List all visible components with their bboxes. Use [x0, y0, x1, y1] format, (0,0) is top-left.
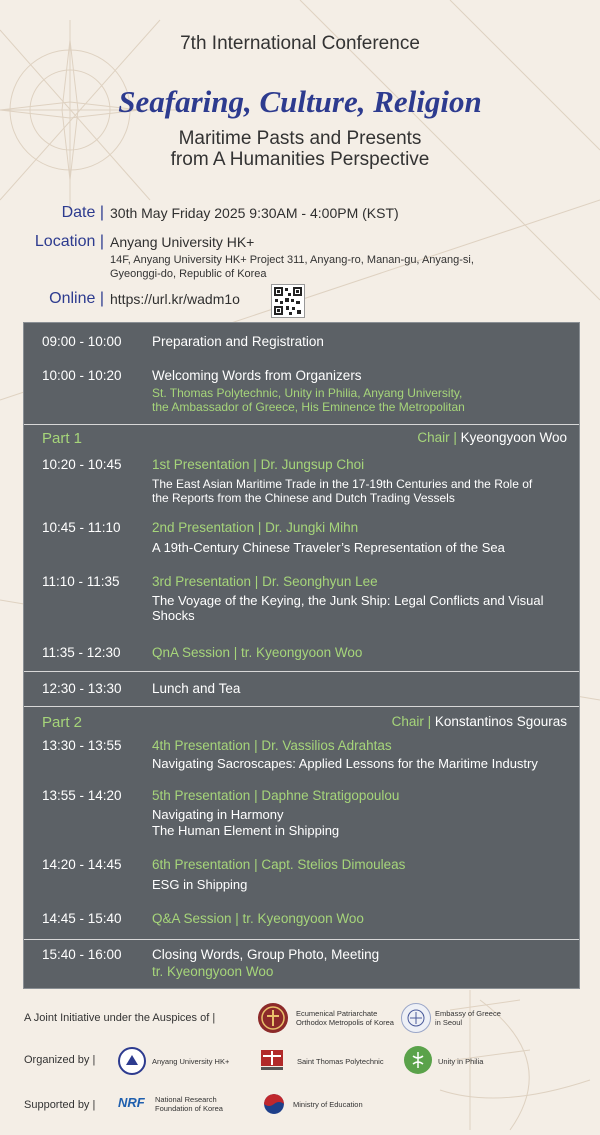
- session-title: QnA Session | tr. Kyeongyoon Woo: [152, 645, 363, 660]
- time-slot: 11:35 - 12:30: [42, 645, 121, 660]
- conference-title: Seafaring, Culture, Religion: [118, 84, 482, 119]
- divider: [24, 671, 579, 672]
- online-link[interactable]: https://url.kr/wadm1o: [110, 291, 240, 307]
- time-slot: 10:20 - 10:45: [42, 457, 122, 472]
- chair-label: Chair |: [417, 430, 457, 445]
- online-label: Online |: [49, 290, 104, 307]
- address-line-1: 14F, Anyang University HK+ Project 311, Anyang-ro, Manan-gu, Anyang-si,: [110, 254, 474, 266]
- org-line-1: Embassy of Greece: [435, 1009, 501, 1018]
- location-label: Location |: [34, 233, 104, 250]
- divider: [24, 706, 579, 707]
- joint-initiative-label: A Joint Initiative under the Auspices of |: [24, 1012, 216, 1024]
- time-slot: 13:30 - 13:55: [42, 738, 122, 753]
- unity-in-philia-logo: [404, 1046, 432, 1074]
- presentation-title: ESG in Shipping: [152, 877, 248, 892]
- location-value: Anyang University HK+: [110, 234, 255, 250]
- date-label: Date |: [61, 204, 104, 221]
- org-line-1: Ecumenical Patriarchate: [296, 1009, 378, 1018]
- ecumenical-patriarchate-logo: [258, 1003, 288, 1033]
- org-line-2: Foundation of Korea: [155, 1104, 223, 1113]
- unity-in-philia-name: Unity in Philia: [438, 1057, 484, 1066]
- anyang-university-logo: [118, 1047, 146, 1075]
- ministry-of-education-name: Ministry of Education: [293, 1100, 363, 1109]
- session-title: Closing Words, Group Photo, Meeting: [152, 947, 380, 962]
- nrf-name: [155, 1095, 223, 1113]
- org-line-1: National Research: [155, 1095, 217, 1104]
- divider: [24, 939, 579, 940]
- title-line-2: Shocks: [152, 608, 195, 623]
- anyang-university-name: Anyang University HK+: [152, 1057, 230, 1066]
- session-title: Preparation and Registration: [152, 334, 324, 349]
- ecumenical-patriarchate-name: [296, 1009, 394, 1027]
- title-line-1: Navigating in Harmony: [152, 807, 284, 822]
- part-1-chair: [417, 430, 567, 445]
- org-line-2: in Seoul: [435, 1018, 463, 1027]
- address-line-2: Gyeonggi-do, Republic of Korea: [110, 268, 267, 280]
- saint-thomas-polytechnic-logo: [259, 1048, 285, 1072]
- presentation-title: [152, 593, 543, 623]
- part-2-label: Part 2: [42, 714, 83, 731]
- time-slot: 09:00 - 10:00: [42, 334, 122, 349]
- part-2-chair: [392, 714, 567, 729]
- participants-line-2: the Ambassador of Greece, His Eminence the Metropolitan: [152, 400, 465, 414]
- title-line-2: The Human Element in Shipping: [152, 823, 340, 838]
- presentation-speaker: 1st Presentation | Dr. Jungsup Choi: [152, 457, 365, 472]
- title-line-1: The East Asian Maritime Trade in the 17-19th Centuries and the Role of: [152, 477, 533, 491]
- presentation-title: Navigating Sacroscapes: Applied Lessons for the Maritime Industry: [152, 756, 538, 771]
- presentation-title: [152, 477, 532, 505]
- session-host: tr. Kyeongyoon Woo: [152, 964, 274, 979]
- time-slot: 14:20 - 14:45: [42, 857, 122, 872]
- time-slot: 11:10 - 11:35: [42, 574, 120, 589]
- date-value: 30th May Friday 2025 9:30AM - 4:00PM (KST): [110, 205, 399, 221]
- session-title: Lunch and Tea: [152, 681, 241, 696]
- title-line-1: The Voyage of the Keying, the Junk Ship: Legal Conflicts and Visual: [152, 593, 544, 608]
- conference-edition: 7th International Conference: [180, 33, 420, 54]
- embassy-of-greece-name: [435, 1009, 501, 1027]
- embassy-of-greece-logo: [401, 1003, 431, 1033]
- time-slot: 10:00 - 10:20: [42, 368, 122, 383]
- presentation-speaker: 3rd Presentation | Dr. Seonghyun Lee: [152, 574, 378, 589]
- time-slot: 13:55 - 14:20: [42, 788, 122, 803]
- part-1-label: Part 1: [42, 430, 83, 447]
- saint-thomas-polytechnic-name: Saint Thomas Polytechnic: [297, 1057, 384, 1066]
- session-participants: [152, 386, 465, 414]
- subtitle-line-2: from A Humanities Perspective: [170, 149, 430, 170]
- presentation-title: A 19th-Century Chinese Traveler’s Representation of the Sea: [152, 540, 505, 555]
- location-address: [110, 253, 474, 281]
- supported-by-label: Supported by |: [24, 1099, 96, 1111]
- title-line-2: the Reports from the Chinese and Dutch Trading Vessels: [152, 491, 455, 505]
- presentation-speaker: 4th Presentation | Dr. Vassilios Adrahtas: [152, 738, 392, 753]
- time-slot: 12:30 - 13:30: [42, 681, 122, 696]
- session-title: Q&A Session | tr. Kyeongyoon Woo: [152, 911, 364, 926]
- qr-code-icon[interactable]: [271, 284, 305, 318]
- ministry-of-education-logo: [264, 1094, 284, 1114]
- presentation-speaker: 2nd Presentation | Dr. Jungki Mihn: [152, 520, 359, 535]
- schedule-panel: [23, 322, 580, 989]
- subtitle-line-1: Maritime Pasts and Presents: [178, 128, 422, 149]
- time-slot: 14:45 - 15:40: [42, 911, 122, 926]
- nrf-logo: NRF: [118, 1095, 145, 1110]
- org-line-2: Orthodox Metropolis of Korea: [296, 1018, 394, 1027]
- conference-subtitle: [0, 128, 600, 170]
- time-slot: 10:45 - 11:10: [42, 520, 121, 535]
- chair-name: Kyeongyoon Woo: [460, 430, 567, 445]
- organized-by-label: Organized by |: [24, 1054, 96, 1066]
- presentation-speaker: 6th Presentation | Capt. Stelios Dimouleas: [152, 857, 406, 872]
- presentation-speaker: 5th Presentation | Daphne Stratigopoulou: [152, 788, 400, 803]
- session-title: Welcoming Words from Organizers: [152, 368, 362, 383]
- participants-line-1: St. Thomas Polytechnic, Unity in Philia, Anyang University,: [152, 386, 463, 400]
- chair-name: Konstantinos Sgouras: [434, 714, 567, 729]
- divider: [24, 424, 579, 425]
- time-slot: 15:40 - 16:00: [42, 947, 122, 962]
- presentation-title: [152, 807, 339, 839]
- chair-label: Chair |: [391, 714, 432, 729]
